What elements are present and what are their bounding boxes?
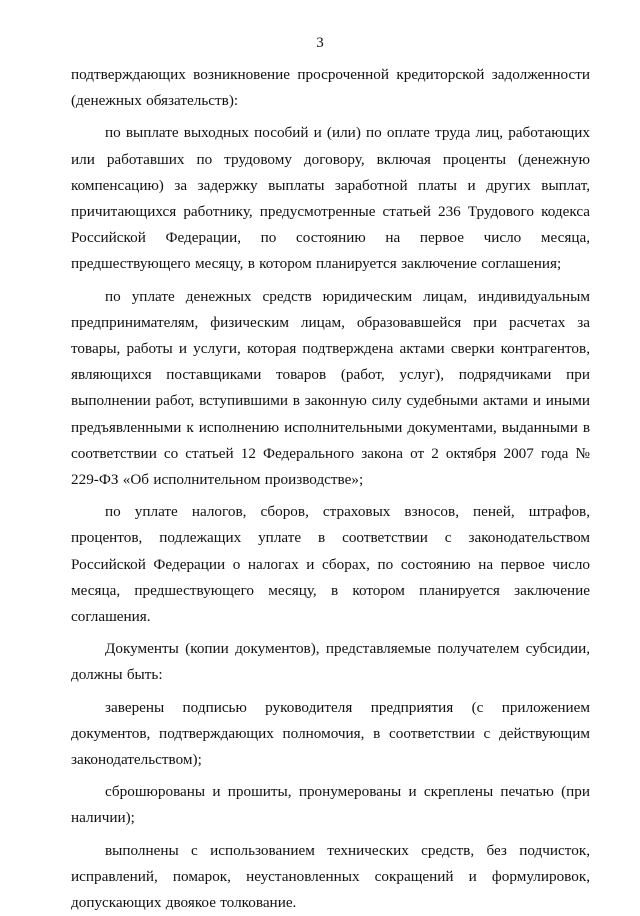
paragraph-taxes-and-fees: по уплате налогов, сборов, страховых взносов, пеней, штрафов, процентов, подлежащих уплате в соответствии с законодательством Российской Федерации о налогах и сборах, по состоянию на первое число месяца, предшествующего месяцу, в котором планируется заключение соглашения. <box>71 503 590 626</box>
paragraph-intro-continuation: подтверждающих возникновение просроченной кредиторской задолженности (денежных обязательств): <box>71 66 590 110</box>
paragraph-documents-requirements: Документы (копии документов), представляемые получателем субсидии, должны быть: <box>71 640 590 684</box>
paragraph-severance-wages: по выплате выходных пособий и (или) по оплате труда лиц, работающих или работавших по трудовому договору, включая проценты (денежную компенсацию) за задержку выплаты заработной платы и других выплат, причитающихся работнику, предусмотренные статьей 236 Трудового кодекса Российской Федерации, по состоянию на первое число месяца, предшествующего месяцу, в котором планируется заключение соглашения; <box>71 124 590 273</box>
paragraph-technical-means: выполнены с использованием технических средств, без подчисток, исправлений, помарок, неустановленных сокращений и формулировок, допускающих двоякое толкование. <box>71 841 590 912</box>
paragraph-payments-to-counterparties: по уплате денежных средств юридическим лицам, индивидуальным предпринимателям, физическим лицам, образовавшейся при расчетах за товары, работы и услуги, которая подтверждена актами сверки контрагентов, являющихся поставщиками товаров (работ, услуг), подрядчиками при выполнении работ, вступившими в законную силу судебными актами и иными предъявленными к исполнению исполнительными документами, выданными в соответствии со статьей 12 Федерального закона от 2 октября 2007 года № 229-ФЗ «Об исполнительном производстве»; <box>71 287 590 489</box>
document-body <box>71 62 590 916</box>
paragraph-bound-and-stamped: сброшюрованы и прошиты, пронумерованы и скреплены печатью (при наличии); <box>71 783 590 827</box>
page-number: 3 <box>316 35 324 51</box>
paragraph-certified-by-signature: заверены подписью руководителя предприятия (с приложением документов, подтверждающих полномочия, в соответствии с действующим законодательством); <box>71 698 590 769</box>
